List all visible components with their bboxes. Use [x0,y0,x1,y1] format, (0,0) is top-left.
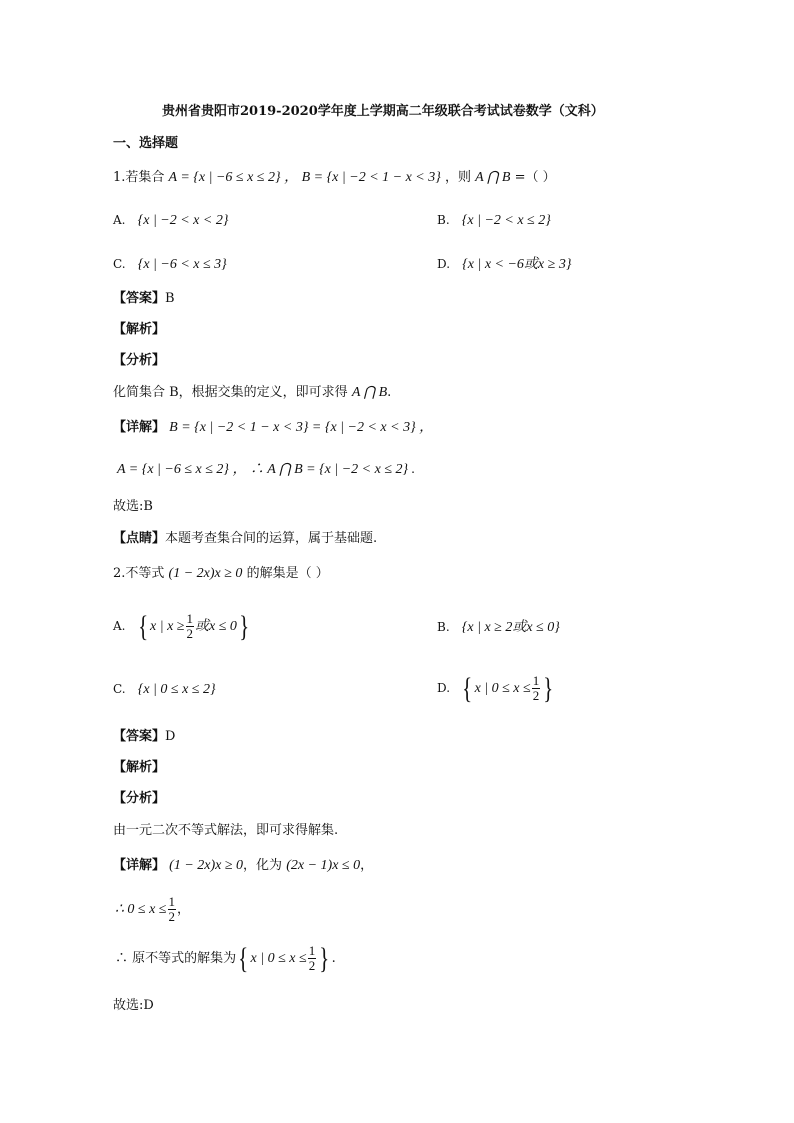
answer-value: D [165,729,176,744]
option-label: C. [113,257,126,271]
fraction-numerator: 1 [186,611,193,626]
detail-end: ， [360,858,374,873]
right-brace: } [543,671,554,705]
step-end: . [331,951,336,966]
q1-detail-line-2: A = {x | −6 ≤ x ≤ 2} ， ∴ A ⋂ B = {x | −2 < x ≤ 2} . [117,462,416,477]
q1-stem-then: ，则 [444,170,471,185]
fraction-denominator: 2 [308,958,316,973]
fraction [168,895,177,924]
fraction-denominator: 2 [532,688,540,703]
q2-option-b [437,619,560,636]
detail-formula: B = {x | −2 < 1 − x < 3} = {x | −2 < x < 3} ， [169,420,434,435]
q1-comment [113,531,377,547]
q1-option-a [113,212,228,229]
right-brace: } [319,941,330,975]
left-brace: { [462,671,473,705]
option-label: A. [113,619,126,633]
step-end: ， [177,902,191,917]
option-formula: {x | −2 < x ≤ 2} [461,213,551,228]
section-heading: 一、选择题 [113,136,179,151]
option-formula: {x | −6 < x ≤ 3} [137,257,227,272]
fraction [308,944,317,973]
option-formula: {x | x < −6或x ≥ 3} [462,257,572,272]
fenxi-formula: A ⋂ B [351,385,388,400]
option-formula-tail: 或x ≤ 0 [195,619,237,634]
detail-formula-2: (2x − 1)x ≤ 0 [286,858,361,873]
comment-text: 本题考查集合间的运算，属于基础题. [165,531,378,546]
fraction [532,674,541,703]
q2-stem-text: 2.不等式 [113,566,165,581]
question-1-stem [113,170,556,186]
option-formula: {x | x ≥ 2或x ≤ 0} [461,620,560,635]
q2-option-c [113,681,216,698]
q2-fenxi-text: 由一元二次不等式解法，即可求得解集. [113,823,339,838]
detail-formula: (1 − 2x)x ≥ 0 [169,858,244,873]
q2-fenxi-tag: 【分析】 [113,791,166,806]
fraction-numerator: 1 [308,943,316,958]
step-text: ∴ 原不等式的解集为 [115,951,237,966]
step-formula: ∴ 0 ≤ x ≤ [115,902,167,917]
left-brace: { [137,609,148,643]
option-label: B. [437,620,450,634]
step-formula: x | 0 ≤ x ≤ [250,951,307,966]
q1-choose: 故选:B [113,499,153,514]
q2-detail-line-1 [113,858,373,874]
q1-fenxi-text [113,385,391,401]
q2-choose: 故选:D [113,998,154,1013]
q1-stem-formula: A = {x | −6 ≤ x ≤ 2} ， B = {x | −2 < 1 − x < 3} [168,170,441,185]
page-title: 贵州省贵阳市2019-2020学年度上学期高二年级联合考试试卷数学（文科） [162,104,604,119]
detail-mid: ，化为 [243,858,283,873]
option-label: B. [437,213,450,227]
q1-fenxi-tag: 【分析】 [113,353,166,368]
option-label: D. [437,257,451,271]
answer-tag: 【答案】 [113,291,166,306]
right-brace: } [239,609,250,643]
left-brace: { [238,941,249,975]
q1-answer [113,291,175,307]
fraction-denominator: 2 [186,626,193,641]
fenxi-end: . [387,385,392,400]
q2-stem-formula: (1 − 2x)x ≥ 0 [168,566,243,581]
q2-analysis-tag: 【解析】 [113,760,166,775]
q1-stem-text: 1.若集合 [113,170,165,185]
q2-step-2 [115,890,190,930]
q1-option-c [113,256,227,273]
detail-tag: 【详解】 [113,858,166,873]
q2-stem-end: 的解集是（ ） [246,566,329,581]
option-label: D. [437,681,451,695]
option-formula: x | x ≥ [150,619,185,634]
option-formula: {x | −2 < x < 2} [137,213,229,228]
q1-option-d [437,256,571,273]
option-label: A. [113,213,126,227]
option-label: C. [113,682,126,696]
question-2-stem [113,566,329,582]
fraction-numerator: 1 [532,673,540,688]
answer-value: B [165,291,175,306]
fraction [186,612,195,641]
q2-option-d [437,668,556,708]
fraction-denominator: 2 [168,909,175,924]
fraction-numerator: 1 [168,894,175,909]
q1-stem-end: =（ ） [514,170,556,185]
option-formula: {x | 0 ≤ x ≤ 2} [137,682,216,697]
q1-option-b [437,212,551,229]
q2-option-a [113,606,251,646]
q1-stem-formula-2: A ⋂ B [475,170,511,185]
detail-tag: 【详解】 [113,420,166,435]
comment-tag: 【点睛】 [113,531,166,546]
answer-tag: 【答案】 [113,729,166,744]
q1-detail-line-1 [113,420,433,436]
q1-analysis-tag: 【解析】 [113,322,166,337]
q2-step-3 [115,939,336,979]
q2-answer [113,729,175,745]
fenxi-text: 化简集合 B，根据交集的定义，即可求得 [113,385,348,400]
option-formula: x | 0 ≤ x ≤ [474,681,531,696]
